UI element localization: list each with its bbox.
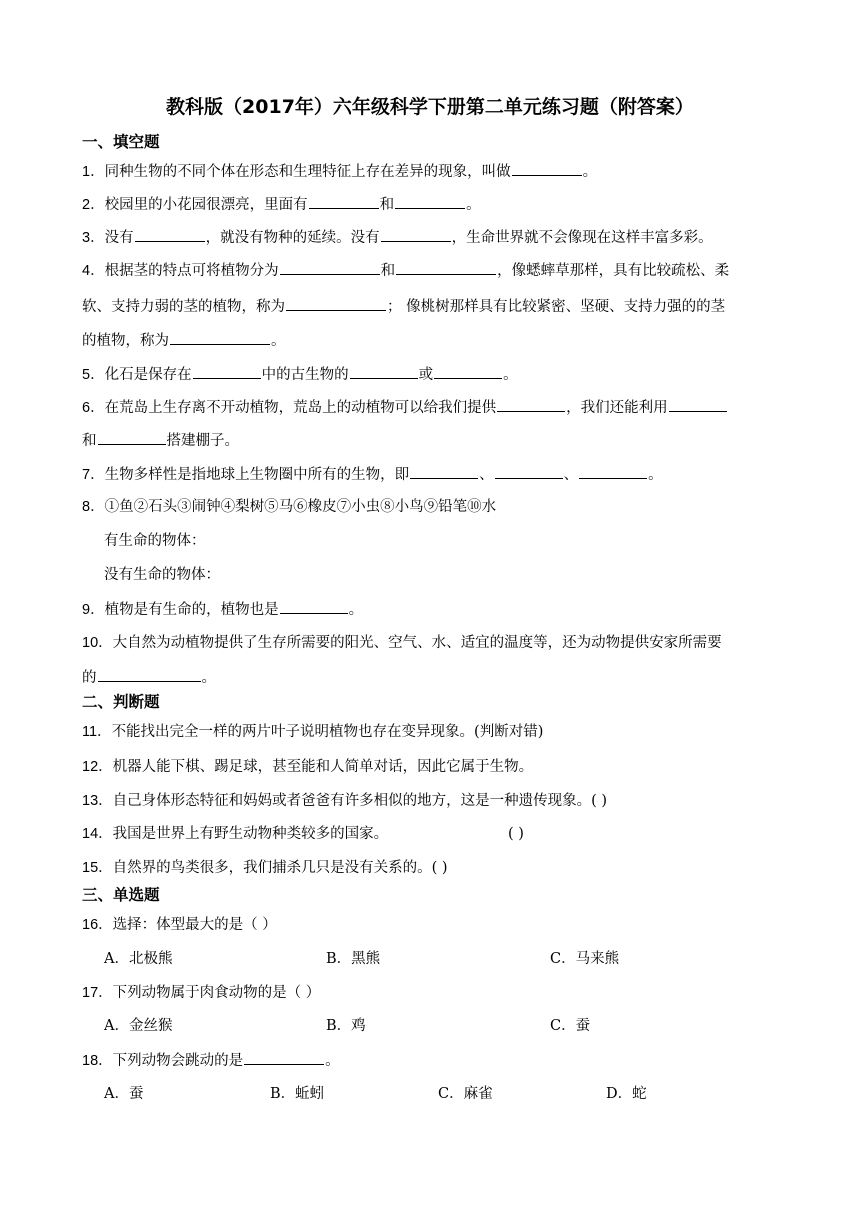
question-11: [82, 721, 820, 743]
question-13: [82, 790, 820, 812]
answer-blank[interactable]: [135, 226, 205, 242]
question-number: 10．: [82, 635, 113, 651]
question-number: 16．: [82, 917, 113, 933]
answer-blank[interactable]: [286, 295, 386, 311]
question-text: ； 像桃树那样具有比较紧密、坚硬、支持力强的的茎: [387, 299, 726, 315]
question-text: 中的古生物的: [261, 367, 349, 383]
question-text: ，我们还能利用: [566, 400, 668, 416]
option-c[interactable]: C．蚕: [550, 1018, 591, 1034]
question-text: 、: [563, 467, 579, 483]
question-text: ，生命世界就不会像现在这样丰富多彩。: [451, 230, 713, 246]
question-text: 大自然为动植物提供了生存所需要的阳光、空气、水、适宜的温度等，还为动物提供安家所需要: [112, 635, 722, 651]
question-8-nonliving: 没有生命的物体：: [104, 567, 220, 583]
option-a[interactable]: A．蚕: [104, 1086, 144, 1102]
question-text: 。: [325, 1053, 340, 1069]
option-a[interactable]: A．北极熊: [104, 951, 173, 967]
question-text: ①鱼②石头③闹钟④梨树⑤马⑥橡皮⑦小虫⑧小鸟⑨铅笔⑩水: [104, 499, 497, 515]
question-6: [82, 396, 820, 419]
question-text: 自己身体形态特征和妈妈或者爸爸有许多相似的地方，这是一种遗传现象。( ): [112, 793, 608, 809]
option-a[interactable]: A．金丝猴: [104, 1018, 173, 1034]
answer-blank[interactable]: [280, 259, 380, 275]
question-number: 18．: [82, 1053, 113, 1069]
question-17: [82, 982, 820, 1004]
answer-blank[interactable]: [98, 429, 166, 445]
answer-blank[interactable]: [193, 363, 261, 379]
question-number: 6．: [82, 400, 105, 416]
question-number: 3．: [82, 230, 105, 246]
question-text: 搭建棚子。: [166, 433, 239, 449]
answer-blank[interactable]: [350, 363, 418, 379]
question-text: 植物是有生命的，植物也是: [104, 602, 279, 618]
question-number: 12．: [82, 759, 113, 775]
option-b[interactable]: B．蚯蚓: [270, 1086, 325, 1102]
answer-blank[interactable]: [98, 666, 201, 682]
question-text: ，像蟋蟀草那样，具有比较疏松、柔: [497, 263, 730, 279]
question-9: [82, 598, 820, 621]
question-number: 8．: [82, 499, 105, 515]
question-1: [82, 160, 820, 183]
question-text: 。: [582, 164, 598, 180]
answer-parentheses[interactable]: ( ): [508, 826, 524, 842]
question-text: 同种生物的不同个体在形态和生理特征上存在差异的现象，叫做: [104, 164, 511, 180]
question-text: 根据茎的特点可将植物分为: [104, 263, 279, 279]
answer-blank[interactable]: [512, 160, 582, 176]
answer-blank[interactable]: [410, 463, 478, 479]
question-3: [82, 226, 820, 249]
question-text: 和: [379, 197, 395, 213]
answer-blank[interactable]: [395, 193, 465, 209]
question-text: 自然界的鸟类很多，我们捕杀几只是没有关系的。( ): [112, 860, 448, 876]
question-number: 7．: [82, 467, 105, 483]
question-4: [82, 259, 820, 282]
answer-blank[interactable]: [280, 598, 348, 614]
question-text: 软、支持力弱的茎的植物，称为: [82, 299, 285, 315]
question-10-cont: [82, 666, 820, 689]
option-b[interactable]: B．鸡: [326, 1018, 366, 1034]
question-text: 和: [82, 433, 97, 449]
question-text: 化石是保存在: [104, 367, 192, 383]
answer-blank[interactable]: [579, 463, 647, 479]
question-number: 15．: [82, 860, 113, 876]
option-c[interactable]: C．麻雀: [438, 1086, 493, 1102]
section-single-choice: 三、单选题: [82, 886, 160, 904]
question-text: 不能找出完全一样的两片叶子说明植物也存在变异现象。(判断对错): [111, 724, 544, 740]
question-8: [82, 496, 820, 518]
question-text: ，就没有物种的延续。没有: [205, 230, 380, 246]
question-8-living: 有生命的物体：: [104, 533, 206, 549]
question-number: 1．: [82, 164, 105, 180]
question-text: 或: [418, 367, 434, 383]
question-text: 没有: [104, 230, 134, 246]
answer-blank[interactable]: [497, 396, 565, 412]
question-text: 在荒岛上生存离不开动植物，荒岛上的动植物可以给我们提供: [104, 400, 497, 416]
question-text: 、: [479, 467, 494, 483]
answer-blank[interactable]: [434, 363, 502, 379]
question-text: 。: [348, 602, 364, 618]
answer-blank[interactable]: [244, 1049, 324, 1065]
question-text: 。: [271, 333, 286, 349]
page-title: 教科版（2017年）六年级科学下册第二单元练习题（附答案）: [166, 96, 694, 118]
question-4-cont: [82, 295, 820, 318]
answer-blank[interactable]: [381, 226, 451, 242]
question-text: 我国是世界上有野生动物种类较多的国家。: [112, 826, 389, 842]
option-c[interactable]: C．马来熊: [550, 951, 620, 967]
answer-blank[interactable]: [309, 193, 379, 209]
question-text: 生物多样性是指地球上生物圈中所有的生物，即: [104, 467, 410, 483]
question-text: 。: [201, 670, 216, 686]
question-number: 4．: [82, 263, 105, 279]
question-number: 14．: [82, 826, 113, 842]
question-number: 11．: [82, 724, 112, 740]
question-text: 和: [380, 263, 396, 279]
question-6-cont: [82, 429, 820, 452]
section-true-false: 二、判断题: [82, 693, 160, 711]
question-number: 5．: [82, 367, 105, 383]
question-number: 17．: [82, 985, 113, 1001]
option-b[interactable]: B．黑熊: [326, 951, 381, 967]
question-text: 下列动物属于肉食动物的是（ ）: [112, 985, 321, 1001]
question-15: [82, 857, 820, 879]
option-d[interactable]: D．蛇: [606, 1086, 647, 1102]
question-text: 。: [503, 367, 518, 383]
section-fill-blank: 一、填空题: [82, 133, 160, 151]
question-16: [82, 914, 820, 936]
question-2: [82, 193, 820, 216]
question-14: [82, 823, 820, 845]
question-text: 校园里的小花园很漂亮，里面有: [104, 197, 308, 213]
question-text: 下列动物会跳动的是: [112, 1053, 244, 1069]
question-18: [82, 1049, 820, 1072]
question-5: [82, 363, 820, 386]
question-4-cont: [82, 329, 820, 352]
question-text: 机器人能下棋、踢足球，甚至能和人简单对话，因此它属于生物。: [112, 759, 534, 775]
question-text: 。: [466, 197, 481, 213]
question-text: 的植物，称为: [82, 333, 169, 349]
question-number: 13．: [82, 793, 113, 809]
question-text: 的: [82, 670, 97, 686]
answer-blank[interactable]: [669, 396, 727, 412]
answer-blank[interactable]: [170, 329, 270, 345]
question-7: [82, 463, 820, 486]
question-10: [82, 632, 820, 654]
question-text: 选择：体型最大的是（ ）: [112, 917, 277, 933]
question-number: 2．: [82, 197, 105, 213]
question-text: 。: [648, 467, 663, 483]
question-12: [82, 756, 820, 778]
answer-blank[interactable]: [495, 463, 563, 479]
answer-blank[interactable]: [396, 259, 496, 275]
question-number: 9．: [82, 602, 105, 618]
